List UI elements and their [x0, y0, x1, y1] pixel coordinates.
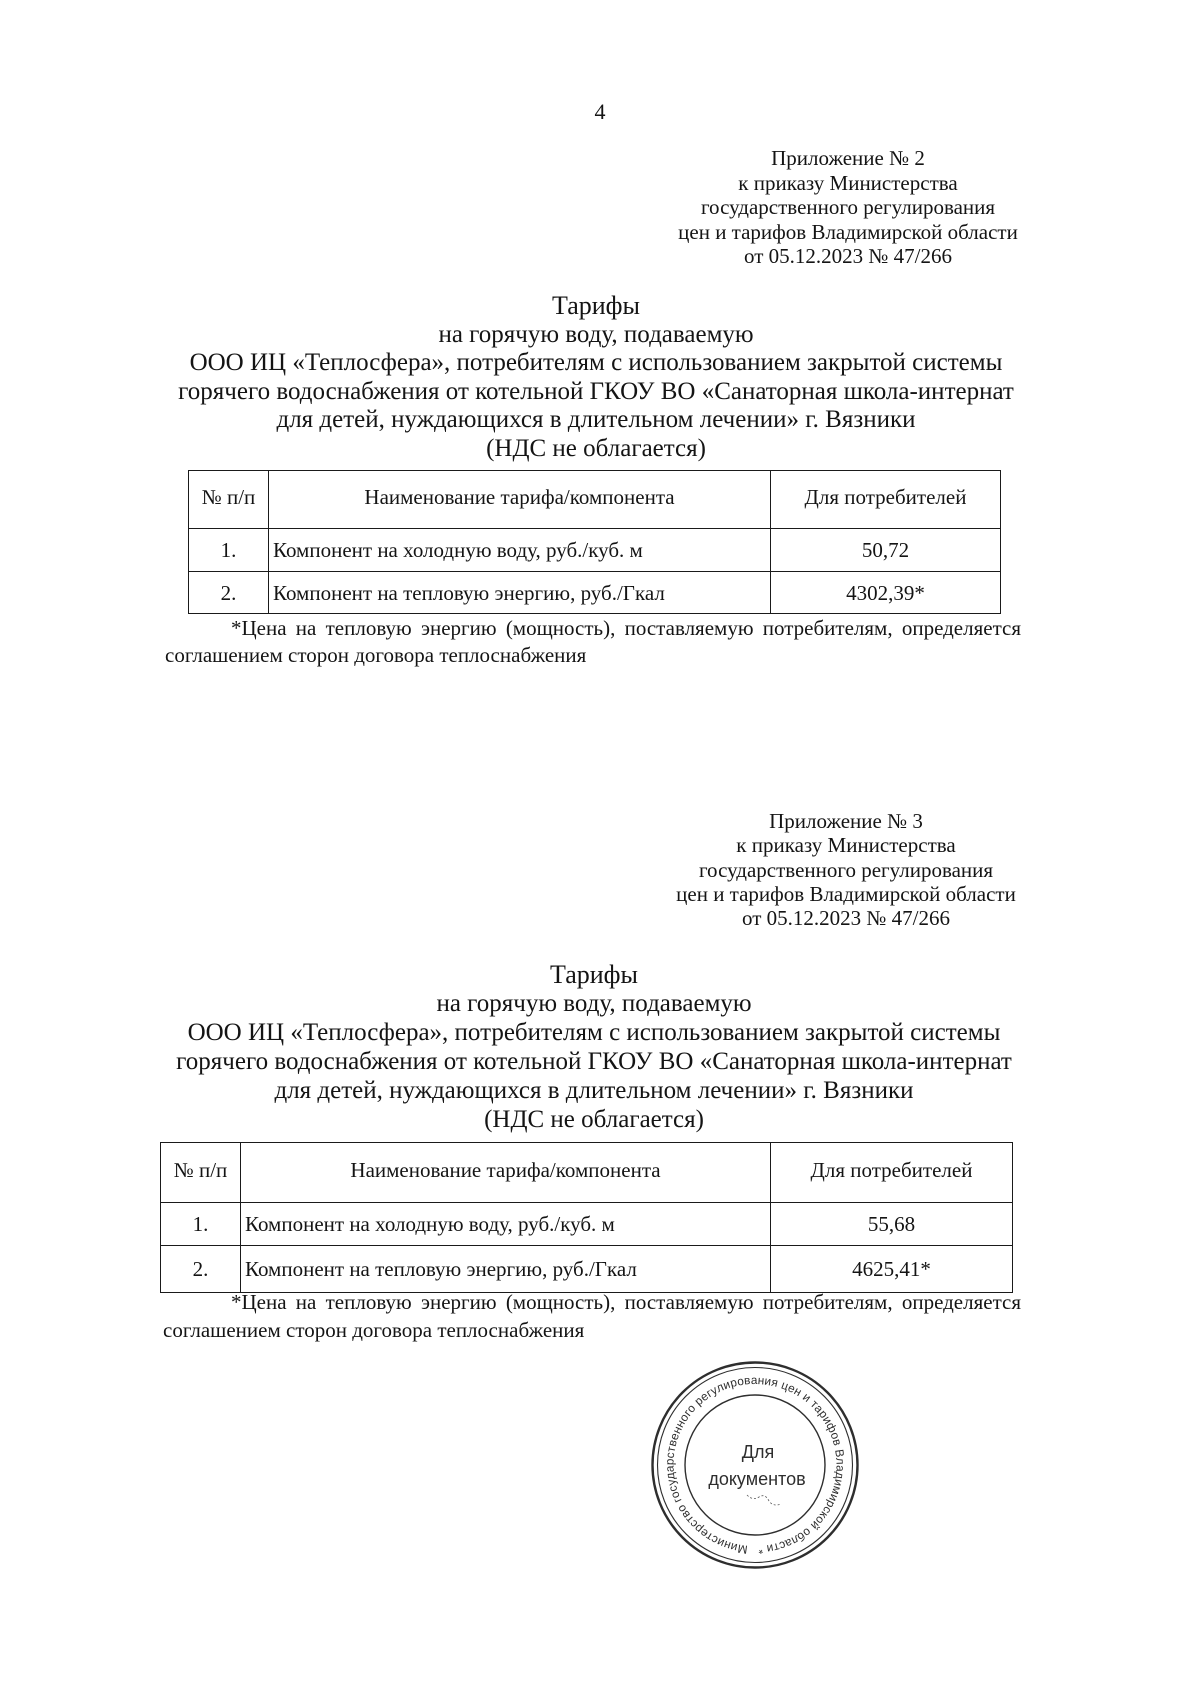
header-line: Приложение № 3 [769, 809, 923, 833]
row-name: Компонент на холодную воду, руб./куб. м [269, 529, 771, 572]
document-title: Тарифы [551, 291, 640, 320]
appendix-3-header [626, 809, 1066, 930]
subtitle-line: на горячую воду, подаваемую [438, 320, 754, 348]
header-line: цен и тарифов Владимирской области [676, 881, 1016, 906]
table-row [161, 1203, 1013, 1246]
table-header-row [161, 1143, 1013, 1203]
subtitle-line: на горячую воду, подаваемую [436, 990, 752, 1017]
table-row [189, 529, 1001, 572]
col-header-number: № п/п [161, 1143, 241, 1203]
page-number: 4 [594, 99, 606, 124]
stamp-inner-ring [685, 1395, 825, 1535]
footnote-line: соглашением сторон договора теплоснабжения [163, 1318, 585, 1342]
row-value: 4302,39* [771, 572, 1001, 614]
header-line: от 05.12.2023 № 47/266 [741, 906, 951, 930]
footnote-line: *Цена на тепловую энергию (мощность), поставляемую потребителям, определяется [231, 1290, 1021, 1314]
header-line: Приложение № 2 [771, 146, 925, 170]
header-line: государственного регулирования [698, 857, 994, 882]
row-value: 4625,41* [771, 1246, 1013, 1293]
subtitle-line: ООО ИЦ «Теплосфера», потребителям с использованием закрытой системы [187, 1019, 1001, 1046]
signature-mark [747, 1495, 781, 1505]
col-header-number: № п/п [189, 471, 269, 529]
row-value: 55,68 [771, 1203, 1013, 1246]
stamp-center-line: документов [708, 1469, 806, 1489]
header-line: к приказу Министерства [736, 833, 956, 858]
row-number: 2. [189, 572, 269, 614]
row-number: 1. [189, 529, 269, 572]
subtitle-line: горячего водоснабжения от котельной ГКОУ ВО «Санаторная школа-интернат [178, 377, 1014, 405]
row-value: 50,72 [771, 529, 1001, 572]
footnote-line: соглашением сторон договора теплоснабжения [165, 643, 587, 667]
stamp-ring-text: Министерство государственного регулирования цен и тарифов Владимирской области * [662, 1372, 848, 1558]
stamp-outer-ring [653, 1363, 858, 1568]
row-name: Компонент на холодную воду, руб./куб. м [241, 1203, 771, 1246]
official-stamp [650, 1360, 860, 1570]
subtitle-line: (НДС не облагается) [484, 1106, 704, 1133]
row-name: Компонент на тепловую энергию, руб./Гкал [269, 572, 771, 614]
appendix-2-header [628, 146, 1068, 269]
appendix-3-title-block [0, 960, 1190, 1134]
subtitle-line: (НДС не облагается) [486, 434, 706, 462]
svg-text:Министерство государственного [662, 1373, 847, 1557]
header-line: к приказу Министерства [738, 170, 958, 195]
row-name: Компонент на тепловую энергию, руб./Гкал [241, 1246, 771, 1293]
table-row [189, 572, 1001, 614]
header-line: государственного регулирования [700, 195, 996, 219]
col-header-consumers: Для потребителей [771, 471, 1001, 529]
table-header-row [189, 471, 1001, 529]
appendix-2-title-block [0, 292, 1192, 464]
header-line: цен и тарифов Владимирской области [678, 219, 1018, 244]
col-header-consumers: Для потребителей [771, 1143, 1013, 1203]
document-title: Тарифы [549, 960, 638, 989]
footnote-line: *Цена на тепловую энергию (мощность), поставляемую потребителям, определяется [231, 616, 1021, 640]
tariff-table-appendix-3 [160, 1142, 1013, 1293]
header-line: от 05.12.2023 № 47/266 [743, 244, 953, 268]
stamp-second-ring [658, 1368, 853, 1563]
subtitle-line: горячего водоснабжения от котельной ГКОУ ВО «Санаторная школа-интернат [176, 1048, 1012, 1075]
subtitle-line: для детей, нуждающихся в длительном лечении» г. Вязники [274, 1077, 914, 1104]
col-header-name: Наименование тарифа/компонента [241, 1143, 771, 1203]
table-row [161, 1246, 1013, 1293]
row-number: 1. [161, 1203, 241, 1246]
subtitle-line: для детей, нуждающихся в длительном лечении» г. Вязники [276, 406, 916, 434]
tariff-table-appendix-2 [188, 470, 1001, 614]
stamp-center-line: Для [741, 1442, 775, 1462]
subtitle-line: ООО ИЦ «Теплосфера», потребителям с использованием закрытой системы [189, 349, 1003, 377]
row-number: 2. [161, 1246, 241, 1293]
col-header-name: Наименование тарифа/компонента [269, 471, 771, 529]
